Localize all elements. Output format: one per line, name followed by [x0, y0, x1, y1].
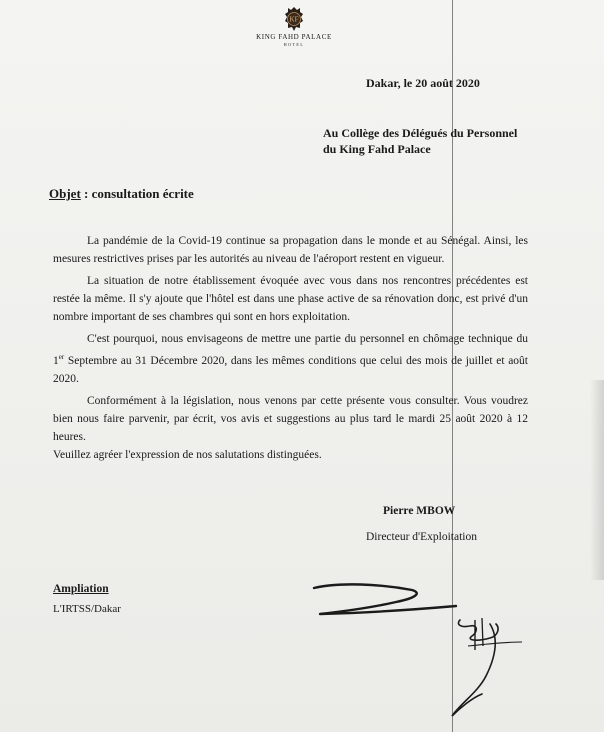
ordinal-suffix: er: [58, 353, 65, 361]
ampliation-label: Ampliation: [53, 583, 109, 595]
paragraph-3: [53, 330, 528, 388]
recipient-line-1: Au Collège des Délégués du Personnel: [323, 126, 518, 140]
brand-name: KING FAHD PALACE: [256, 33, 332, 41]
letter-body: [53, 232, 528, 464]
brand-sub: HOTEL: [283, 42, 305, 47]
paragraph-3-start: C'est pourquoi, nous envisageons de mettre une partie du personnel en chômage technique du 1: [53, 333, 528, 367]
ampliation-recipient: L'IRTSS/Dakar: [53, 603, 121, 615]
paragraph-4: Conformément à la législation, nous venons par cette présente vous consulter. Vous voudrez bien nous faire parvenir, par écrit, vos avis et suggestions au plus tard le mardi 25 août 2020 à 12 heures.: [53, 394, 528, 443]
signer-title: Directeur d'Exploitation: [366, 531, 477, 543]
monogram-text: KF: [289, 15, 299, 24]
paragraph-2: La situation de notre établissement évoquée avec vous dans nos rencontres précédentes est restée la même. Il s'y ajoute que l'hôtel est dans une phase active de sa rénovation donc, est privé d'un nombre important de ses chambres qui sont en hors exploitation.: [53, 275, 528, 323]
subject-text: : consultation écrite: [80, 186, 194, 201]
handwritten-signature: [300, 580, 530, 730]
recipient-block: [323, 125, 517, 157]
page-shadow: [590, 380, 604, 580]
signer-name: Pierre MBOW: [383, 505, 456, 517]
paragraph-1: La pandémie de la Covid-19 continue sa propagation dans le monde et au Sénégal. Ainsi, les mesures restrictives prises par les autorités au niveau de l'aéroport restent en vigueur.: [53, 235, 528, 265]
paragraph-3-end: Septembre au 31 Décembre 2020, dans les mêmes conditions que celui des mois de juillet et août 2020.: [53, 354, 528, 385]
subject-label: Objet: [49, 186, 81, 201]
subject-line: [49, 186, 194, 202]
date-line: Dakar, le 20 août 2020: [366, 76, 480, 90]
hotel-logo: [249, 6, 339, 47]
recipient-line-2: du King Fahd Palace: [323, 142, 431, 156]
closing-line: Veuillez agréer l'expression de nos salutations distinguées.: [53, 448, 322, 461]
crest-icon: [282, 6, 306, 32]
